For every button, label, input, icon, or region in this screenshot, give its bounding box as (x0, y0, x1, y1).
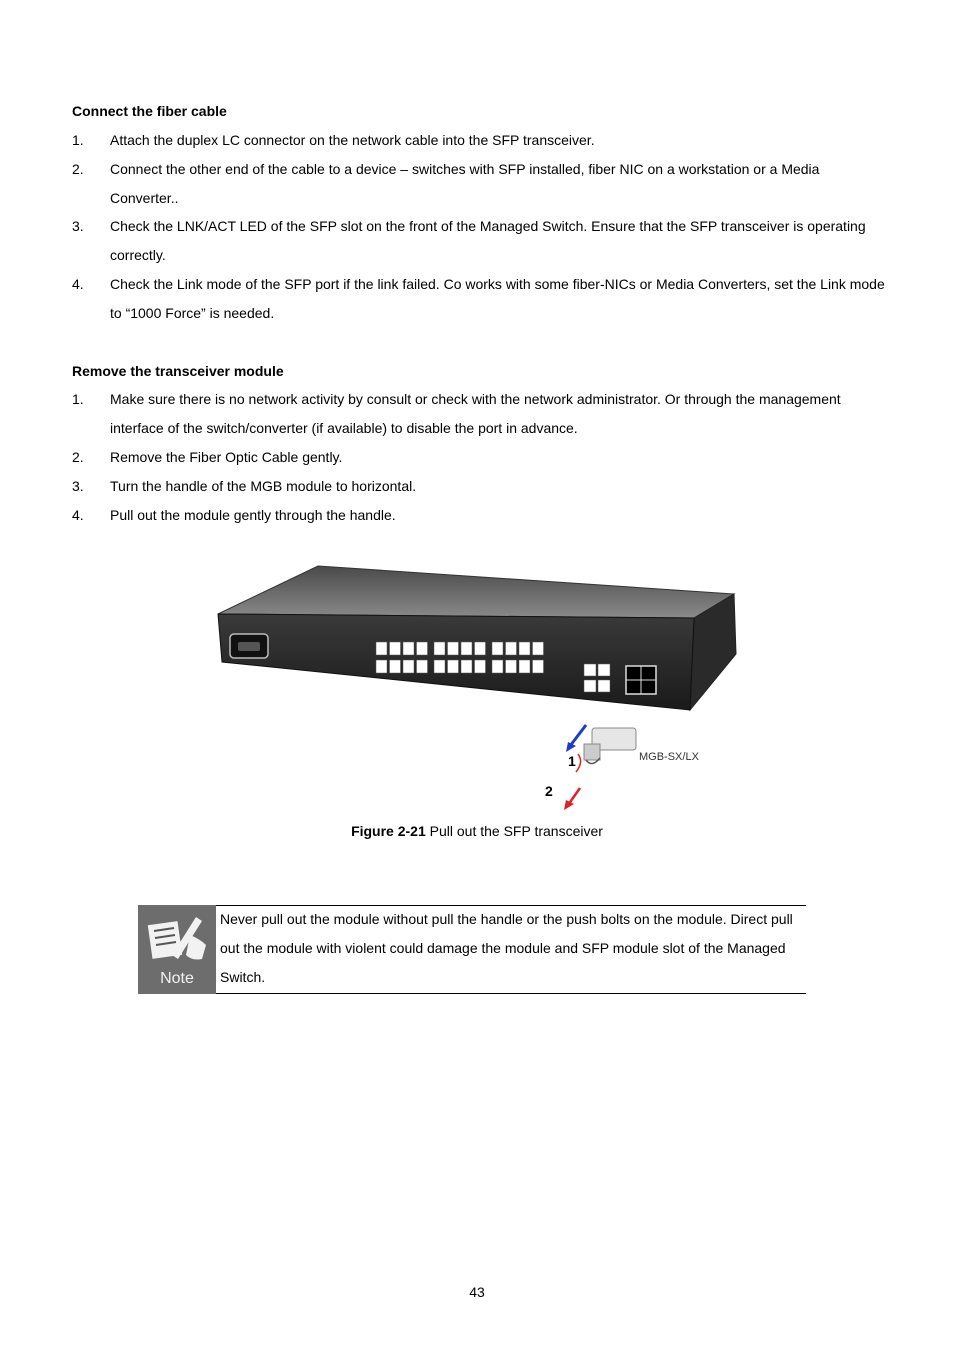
list-item (72, 385, 887, 443)
rj45-port (506, 642, 517, 655)
rj45-port (390, 642, 401, 655)
rj45-port (448, 660, 459, 673)
list-item (72, 212, 887, 270)
list-number: 1. (72, 391, 84, 407)
rj45-port (417, 642, 428, 655)
note-icon-label: Note (160, 970, 194, 987)
rj45-port (492, 660, 503, 673)
list-item (72, 472, 887, 501)
list-text: Connect the other end of the cable to a device – switches with SFP installed, fiber NIC on a workstation or a Media Converter.. (110, 161, 820, 206)
section-heading-connect-fiber: Connect the fiber cable (72, 103, 227, 119)
list-text: Check the Link mode of the SFP port if the link failed. Co works with some fiber-NICs or Media Converters, set the Link mode to “1000 Force” is needed. (110, 276, 885, 321)
list-number: 2. (72, 449, 84, 465)
list-item (72, 443, 887, 472)
list-text: Pull out the module gently through the handle. (110, 507, 396, 523)
list-number: 3. (72, 478, 84, 494)
rj45-port (461, 660, 472, 673)
switch-figure (214, 562, 744, 812)
list-text: Remove the Fiber Optic Cable gently. (110, 449, 343, 465)
note-text: Never pull out the module without pull the handle or the push bolts on the module. Direct pull out the module with violent could damage the module and SFP module slot of the Managed Switch. (220, 911, 793, 985)
list-text: Make sure there is no network activity by consult or check with the network administrator. Or through the management interface of the switch/converter (if available) to disable the port in advance. (110, 391, 841, 436)
list-text: Attach the duplex LC connector on the network cable into the SFP transceiver. (110, 132, 595, 148)
note-divider-bottom (216, 993, 806, 994)
switch-illustration (214, 562, 744, 812)
rj45-port (448, 642, 459, 655)
page-number: 43 (469, 1284, 485, 1300)
rj45-port (475, 642, 486, 655)
list-number: 1. (72, 132, 84, 148)
rj45-port (506, 660, 517, 673)
list-item (72, 501, 887, 530)
combo-port (584, 664, 596, 676)
combo-port (584, 680, 596, 692)
list-text: Turn the handle of the MGB module to horizontal. (110, 478, 417, 494)
rj45-port (475, 660, 486, 673)
list-item (72, 270, 887, 328)
note-box (138, 905, 806, 993)
rj45-port (417, 660, 428, 673)
list-number: 2. (72, 161, 84, 177)
rj45-port (434, 660, 445, 673)
list-text: Check the LNK/ACT LED of the SFP slot on the front of the Managed Switch. Ensure that the SFP transceiver is operating correctly. (110, 218, 866, 263)
rj45-port (390, 660, 401, 673)
combo-port (598, 680, 610, 692)
step-1-label: 1 (568, 753, 576, 769)
module-label: MGB-SX/LX (639, 751, 699, 763)
rj45-port (376, 642, 387, 655)
rj45-port (533, 660, 544, 673)
figure-caption (0, 823, 954, 839)
section-heading-remove-module: Remove the transceiver module (72, 363, 284, 379)
list-number: 4. (72, 507, 84, 523)
rj45-port (434, 642, 445, 655)
step-2-label: 2 (545, 783, 553, 799)
figure-caption-text: Pull out the SFP transceiver (425, 823, 603, 839)
list-item (72, 155, 887, 213)
rj45-port (376, 660, 387, 673)
note-icon (138, 905, 216, 994)
list-item (72, 126, 887, 155)
rj45-port (519, 642, 530, 655)
rj45-port (519, 660, 530, 673)
rj45-port (533, 642, 544, 655)
combo-port (598, 664, 610, 676)
rj45-port (403, 642, 414, 655)
figure-number: Figure 2-21 (351, 823, 426, 839)
rj45-port (461, 642, 472, 655)
rj45-port (492, 642, 503, 655)
list-number: 3. (72, 218, 84, 234)
list-number: 4. (72, 276, 84, 292)
rj45-port (403, 660, 414, 673)
